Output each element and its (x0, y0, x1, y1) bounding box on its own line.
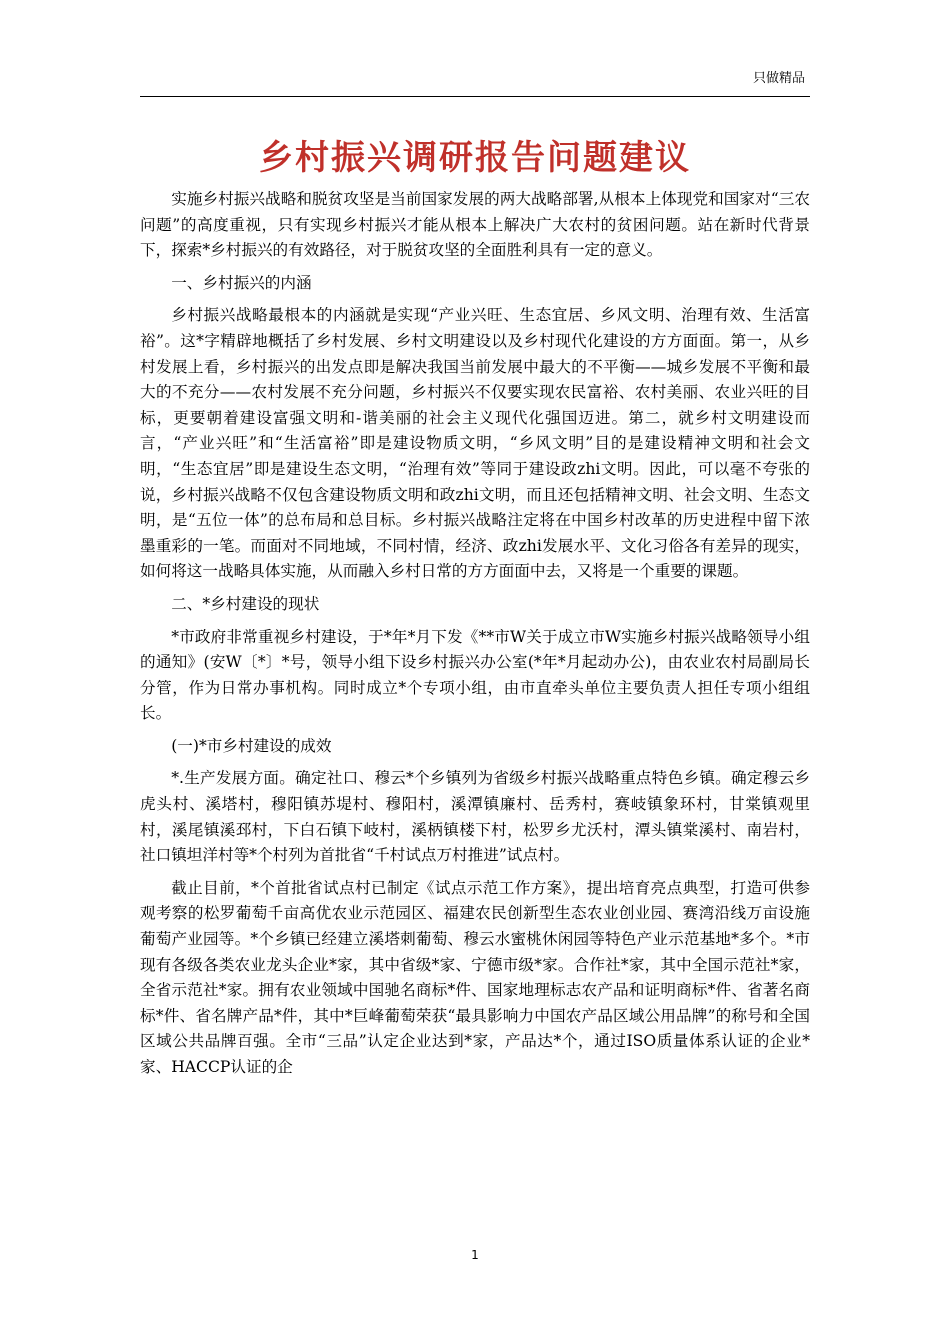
section-heading-1: 一、乡村振兴的内涵 (171, 273, 312, 292)
header-divider (140, 96, 810, 97)
subsection-heading-1: (一)*市乡村建设的成效 (171, 736, 332, 755)
body-paragraph: *市政府非常重视乡村建设，于*年*月下发《**市W关于成立市W实施乡村振兴战略领导小组的通知》(安W〔*〕*号，领导小组下设乡村振兴办公室(*年*月起动办公)，由农业农村局副局长分管，作为日常办事机构。同时成立*个专项小组，由市直牵头单位主要负责人担任专项小组组长。 (140, 627, 810, 723)
body-paragraph: 截止目前，*个首批省试点村已制定《试点示范工作方案》，提出培育亮点典型，打造可供参观考察的松罗葡萄千亩高优农业示范园区、福建农民创新型生态农业创业园、赛湾沿线万亩设施葡萄产业园等。*个乡镇已经建立溪塔刺葡萄、穆云水蜜桃休闲园等特色产业示范基地*多个。*市现有各级各类农业龙头企业*家，其中省级*家、宁德市级*家。合作社*家，其中全国示范社*家，全省示范社*家。拥有农业领域中国驰名商标*件、国家地理标志农产品和证明商标*件、省著名商标*件、省名牌产品*件，其中*巨峰葡萄荣获“最具影响力中国农产品区域公用品牌”的称号和全国区域公共品牌百强。全市“三品”认定企业达到*家，产品达*个，通过ISO质量体系认证的企业*家、HACCP认证的企 (140, 878, 810, 1076)
document-body (140, 187, 810, 1081)
page-number: 1 (471, 1248, 479, 1262)
body-paragraph: *.生产发展方面。确定社口、穆云*个乡镇列为省级乡村振兴战略重点特色乡镇。确定穆云乡虎头村、溪塔村，穆阳镇苏堤村、穆阳村，溪潭镇廉村、岳秀村，赛岐镇象环村，甘棠镇观里村，溪尾镇溪邳村，下白石镇下岐村，溪柄镇楼下村，松罗乡尤沃村，潭头镇棠溪村、南岩村，社口镇坦洋村等*个村列为首批省“千村试点万村推进”试点村。 (140, 769, 810, 865)
page-header-text: 只做精品 (752, 71, 805, 86)
section-heading-2: 二、*乡村建设的现状 (171, 594, 320, 613)
intro-paragraph: 实施乡村振兴战略和脱贫攻坚是当前国家发展的两大战略部署,从根本上体现党和国家对“三农问题”的高度重视，只有实现乡村振兴才能从根本上解决广大农村的贫困问题。站在新时代背景下，探索*乡村振兴的有效路径，对于脱贫攻坚的全面胜利具有一定的意义。 (140, 190, 810, 260)
document-title: 乡村振兴调研报告问题建议 (259, 138, 691, 178)
body-paragraph: 乡村振兴战略最根本的内涵就是实现“产业兴旺、生态宜居、乡风文明、治理有效、生活富裕”。这*字精辟地概括了乡村发展、乡村文明建设以及乡村现代化建设的方方面面。第一，从乡村发展上看，乡村振兴的出发点即是解决我国当前发展中最大的不平衡——城乡发展不平衡和最大的不充分——农村发展不充分问题，乡村振兴不仅要实现农民富裕、农村美丽、农业兴旺的目标，更要朝着建设富强文明和-谐美丽的社会主义现代化强国迈进。第二，就乡村文明建设而言，“产业兴旺”和“生活富裕”即是建设物质文明，“乡风文明”目的是建设精神文明和社会文明，“生态宜居”即是建设生态文明，“治理有效”等同于建设政zhi文明。因此，可以毫不夸张的说，乡村振兴战略不仅包含建设物质文明和政zhi文明，而且还包括精神文明、社会文明、生态文明，是“五位一体”的总布局和总目标。乡村振兴战略注定将在中国乡村改革的历史进程中留下浓墨重彩的一笔。而面对不同地域，不同村情，经济、政zhi发展水平、文化习俗各有差异的现实，如何将这一战略具体实施，从而融入乡村日常的方方面面中去，又将是一个重要的课题。 (140, 306, 810, 581)
